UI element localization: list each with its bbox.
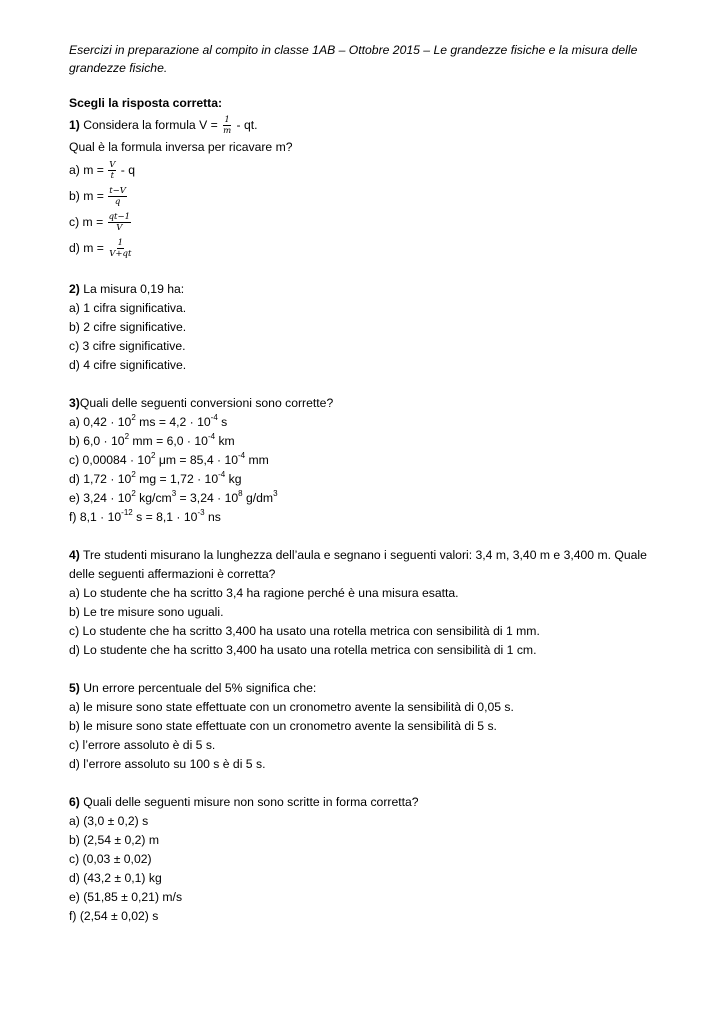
fraction: [222, 115, 232, 136]
instruction: Scegli la risposta corretta:: [69, 96, 223, 110]
worksheet-page: [69, 41, 669, 945]
option-f: f) $8,1 \cdot 10^{-12}$ $s = 8,1 \cdot 10^{-3}$ ns: [69, 508, 221, 524]
question-6: [69, 793, 669, 926]
option-d: d) (43,2 ± 0,1) kg: [69, 871, 162, 885]
question-4: [69, 546, 669, 660]
fraction: [108, 186, 127, 207]
fraction-denominator: q: [114, 197, 121, 208]
question-text: Tre studenti misurano la lunghezza dell’aula e segnano i seguenti valori: 3,4 m, 3,40 m e 3,400 m. Quale delle seguenti affermazioni è corretta?: [69, 548, 647, 581]
question-5: [69, 679, 669, 774]
option-f: f) (2,54 ± 0,02) s: [69, 909, 159, 923]
option-c: [69, 209, 669, 235]
option-c: c) l’errore assoluto è di 5 s.: [69, 738, 216, 752]
option-b: b) Le tre misure sono uguali.: [69, 605, 224, 619]
fraction: [108, 160, 116, 181]
option-c: c) 3 cifre significative.: [69, 339, 186, 353]
question-text: - qt.: [233, 118, 258, 132]
question-5-stem: [69, 679, 669, 698]
fraction-numerator: 1: [117, 238, 124, 249]
question-2: [69, 280, 669, 375]
option-a: a) 1 cifra significativa.: [69, 301, 187, 315]
option-d: d) $1,72 \cdot 10^2$ mg = $1,72 \cdot 10^{-4}$ kg: [69, 470, 242, 486]
option-d: d) l’errore assoluto su 100 s è di 5 s.: [69, 757, 266, 771]
fraction-denominator: V: [116, 223, 123, 234]
question-1: [69, 112, 669, 261]
question-4-stem: [69, 546, 669, 584]
option-label: b) m =: [69, 189, 108, 203]
option-c: c) $0,00084 \cdot 10^2$ $\mu m = 85,4 \cdot 10^{-4}$ mm: [69, 451, 269, 467]
fraction-denominator: t: [110, 171, 115, 182]
question-1-stem: [69, 112, 669, 138]
question-number: 6): [69, 795, 80, 809]
fraction-denominator: V+qt: [109, 249, 132, 260]
option-c: c) (0,03 ± 0,02): [69, 852, 152, 866]
question-3-stem: [69, 394, 669, 413]
option-b: b) $6,0 \cdot 10^2$ mm = $6,0 \cdot 10^{-4}$ km: [69, 432, 235, 448]
option-e: e) $3,24 \cdot 10^2$ $kg/cm^3 = 3,24 \cdot 10^8$ $g/dm^3$: [69, 489, 278, 505]
fraction-numerator: qt−1: [108, 212, 130, 223]
question-text: Un errore percentuale del 5% significa che:: [79, 681, 317, 695]
question-3: [69, 394, 669, 527]
option-c: c) Lo studente che ha scritto 3,400 ha usato una rotella metrica con sensibilità di 1 mm.: [69, 624, 540, 638]
question-number: 4): [69, 548, 80, 562]
option-label: a) m =: [69, 163, 108, 177]
option-a: a) $0,42 \cdot 10^2$ ms = $4,2 \cdot 10^{-4}$ s: [69, 413, 228, 429]
fraction-numerator: 1: [224, 115, 230, 126]
page-header: Esercizi in preparazione al compito in classe 1AB – Ottobre 2015 – Le grandezze fisiche e la misura delle grandezze fisiche.: [69, 43, 638, 75]
option-text: - q: [117, 163, 136, 177]
question-6-stem: [69, 793, 669, 812]
option-d: d) Lo studente che ha scritto 3,400 ha usato una rotella metrica con sensibilità di 1 cm.: [69, 643, 537, 657]
option-a: a) Lo studente che ha scritto 3,4 ha ragione perché è una misura esatta.: [69, 586, 459, 600]
option-label: c) m =: [69, 215, 107, 229]
option-d: d) 4 cifre significative.: [69, 358, 187, 372]
question-text: La misura 0,19 ha:: [79, 282, 185, 296]
question-number: 1): [69, 118, 80, 132]
option-b: b) 2 cifre significative.: [69, 320, 187, 334]
option-a: a) le misure sono state effettuate con un cronometro avente la sensibilità di 0,05 s.: [69, 700, 514, 714]
option-b: b) (2,54 ± 0,2) m: [69, 833, 160, 847]
option-d: [69, 235, 669, 261]
question-1-prompt: Qual è la formula inversa per ricavare m?: [69, 140, 293, 154]
question-text: Quali delle seguenti conversioni sono corrette?: [79, 396, 334, 410]
fraction: [108, 238, 132, 259]
question-number: 5): [69, 681, 80, 695]
fraction-numerator: V: [109, 160, 116, 171]
option-b: b) le misure sono state effettuate con un cronometro avente la sensibilità di 5 s.: [69, 719, 497, 733]
option-a: [69, 157, 669, 183]
fraction-denominator: m: [223, 126, 232, 137]
fraction-numerator: t−V: [109, 186, 126, 197]
question-2-stem: [69, 280, 669, 299]
question-text: Quali delle seguenti misure non sono scritte in forma corretta?: [79, 795, 419, 809]
question-number: 2): [69, 282, 80, 296]
question-number: 3): [69, 396, 80, 410]
option-label: d) m =: [69, 241, 108, 255]
option-e: e) (51,85 ± 0,21) m/s: [69, 890, 183, 904]
option-a: a) (3,0 ± 0,2) s: [69, 814, 149, 828]
option-b: [69, 183, 669, 209]
fraction: [108, 212, 131, 233]
question-text: Considera la formula V =: [79, 118, 222, 132]
